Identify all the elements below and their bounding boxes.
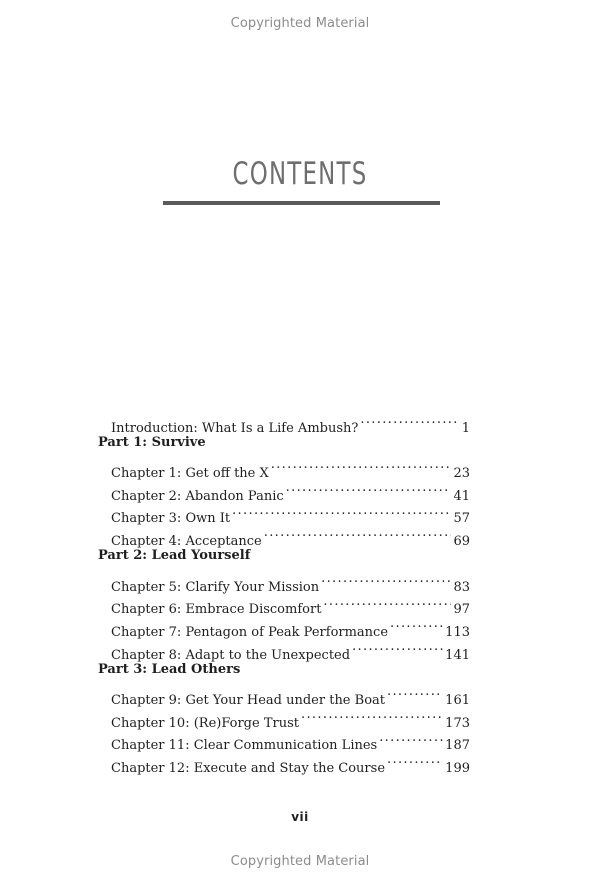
leader-dots: [321, 568, 451, 591]
toc-entry-page: 173: [445, 715, 470, 731]
leader-dots: [286, 477, 452, 500]
toc-entry-page: 199: [445, 761, 470, 776]
toc-entry-page: 1: [461, 420, 470, 436]
toc-entry-chapter-1[interactable]: [98, 454, 470, 482]
leader-dots: [390, 613, 443, 636]
toc-entry-chapter-5[interactable]: [98, 568, 470, 595]
toc-entry-label: Introduction: What Is a Life Ambush?: [111, 420, 359, 436]
toc-entry-introduction[interactable]: [98, 409, 470, 436]
toc-entry-page: 69: [453, 534, 470, 550]
toc-entry-chapter-9[interactable]: [98, 681, 470, 708]
leader-dots: [387, 681, 443, 704]
toc-entry-page: 97: [453, 602, 470, 618]
leader-dots: [271, 454, 452, 477]
leader-dots: [379, 727, 443, 750]
toc-entry-page: 57: [453, 511, 470, 527]
leader-dots: [232, 500, 451, 523]
part-heading: Part 2: Lead Yourself: [98, 548, 251, 564]
copyright-watermark-bottom: Copyrighted Material: [230, 854, 370, 869]
toc-entry-label: Chapter 3: Own It: [111, 511, 231, 527]
toc-entry-page: 113: [445, 624, 470, 640]
toc-entry-page: 83: [453, 579, 470, 595]
toc-entry-page: 41: [453, 488, 470, 504]
part-heading: Part 3: Lead Others: [98, 661, 241, 677]
toc-entry-page: 187: [445, 738, 470, 754]
toc-entry-label: Chapter 5: Clarify Your Mission: [111, 579, 320, 595]
toc-entry-label: Chapter 12: Execute and Stay the Course: [111, 761, 386, 776]
page-number-folio: vii: [291, 810, 309, 824]
toc-entry-page: 141: [445, 647, 470, 663]
page-title: CONTENTS: [232, 156, 368, 192]
toc-entry-label: Chapter 9: Get Your Head under the Boat: [111, 692, 385, 708]
toc-entry-label: Chapter 2: Abandon Panic: [111, 488, 284, 504]
toc-entry-page: 161: [445, 692, 470, 708]
toc-entry-label: Chapter 7: Pentagon of Peak Performance: [111, 624, 389, 640]
toc-entry-label: Chapter 1: Get off the X: [111, 466, 269, 482]
toc-entry-label: Chapter 10: (Re)Forge Trust: [111, 715, 299, 731]
leader-dots: [360, 409, 459, 432]
leader-dots: [352, 636, 443, 659]
toc-entry-label: Chapter 8: Adapt to the Unexpected: [111, 647, 351, 663]
leader-dots: [301, 704, 443, 727]
toc-entry-label: Chapter 4: Acceptance: [111, 534, 262, 550]
title-underline-rule: [163, 201, 440, 205]
toc-entry-label: Chapter 11: Clear Communication Lines: [111, 738, 378, 754]
toc-entry-page: 23: [453, 466, 470, 482]
leader-dots: [264, 522, 452, 545]
leader-dots: [387, 749, 443, 772]
leader-dots: [323, 591, 451, 614]
toc-entry-label: Chapter 6: Embrace Discomfort: [111, 602, 322, 618]
part-heading: Part 1: Survive: [98, 434, 206, 450]
table-of-contents: [98, 409, 470, 776]
copyright-watermark-top: Copyrighted Material: [230, 16, 370, 31]
